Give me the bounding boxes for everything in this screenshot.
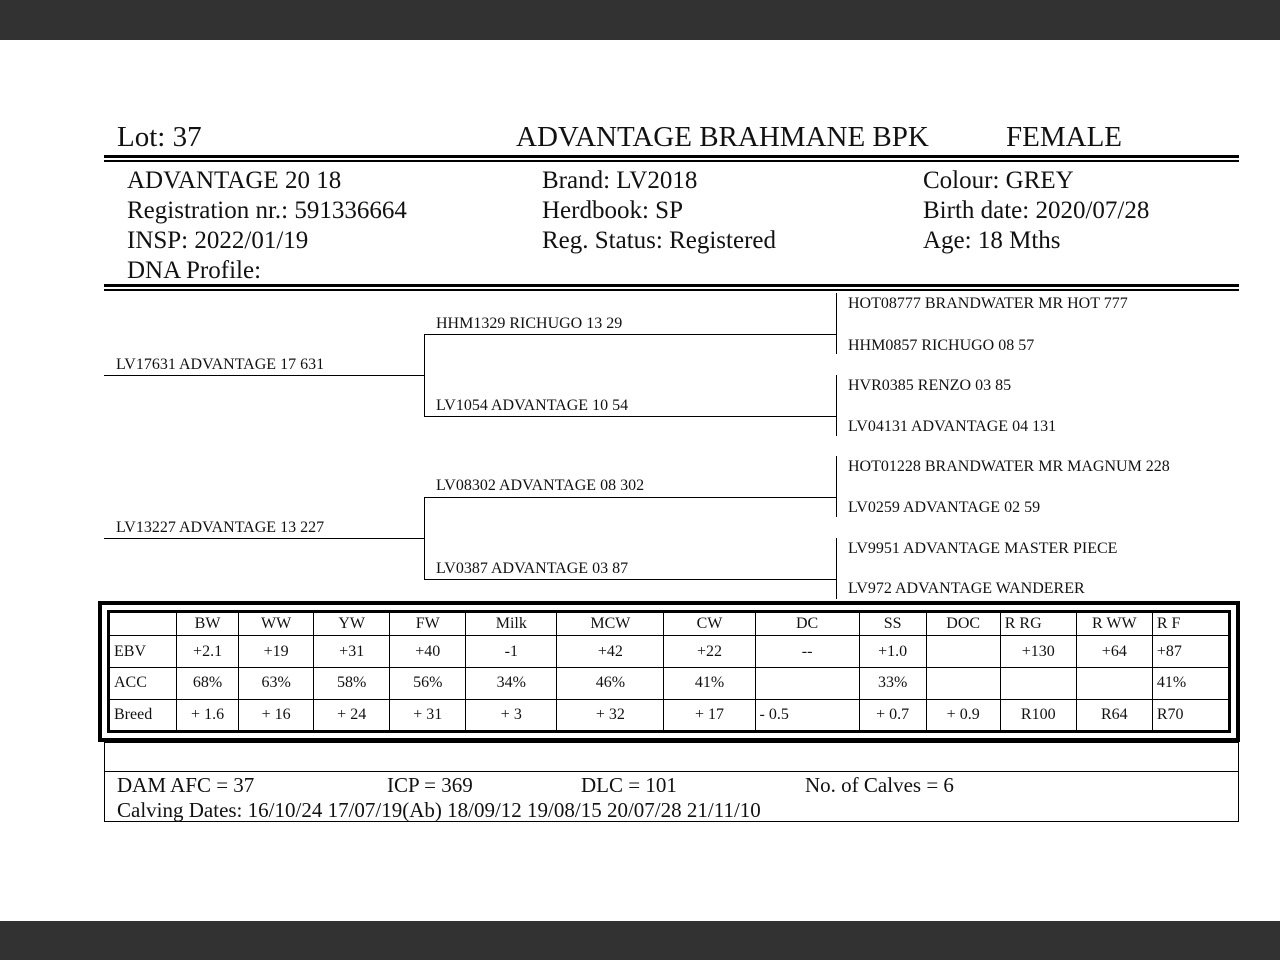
- pedigree-line: [424, 497, 425, 579]
- dam-info-box: [104, 742, 1239, 822]
- calving-dates: Calving Dates: 16/10/24 17/07/19(Ab) 18/09/12 19/08/15 20/07/28 21/11/10: [117, 798, 761, 822]
- breed-cell: R64: [1076, 699, 1152, 730]
- pedigree-line: [424, 579, 836, 580]
- ebv-cell: +1.0: [859, 635, 926, 667]
- info-rule-bottom: [104, 289, 1239, 291]
- breed-cell: R70: [1152, 699, 1228, 730]
- ebv-header-cell: MCW: [557, 613, 664, 636]
- ebv-header-cell: SS: [859, 613, 926, 636]
- info-col1: [127, 166, 407, 286]
- pedigree-gen3: LV9951 ADVANTAGE MASTER PIECE: [848, 540, 1118, 557]
- animal-name: ADVANTAGE 20 18: [127, 167, 342, 194]
- info-col2: [542, 166, 776, 256]
- birth-date: Birth date: 2020/07/28: [923, 197, 1150, 224]
- ebv-header-cell: R WW: [1076, 613, 1152, 636]
- acc-cell: 41%: [664, 668, 755, 699]
- ebv-row-label: EBV: [110, 635, 177, 667]
- ebv-header-cell: DC: [755, 613, 859, 636]
- pedigree-line: [424, 416, 836, 417]
- acc-row: [110, 668, 1229, 699]
- bottom-bar: [0, 921, 1280, 960]
- dna-profile: DNA Profile:: [127, 257, 262, 284]
- acc-cell: 46%: [557, 668, 664, 699]
- breed-cell: + 3: [466, 699, 557, 730]
- breed-title: ADVANTAGE BRAHMANE BPK: [516, 121, 929, 153]
- ebv-cell: -1: [466, 635, 557, 667]
- ebv-header-cell: R F: [1152, 613, 1228, 636]
- ebv-cell: +42: [557, 635, 664, 667]
- acc-cell: 34%: [466, 668, 557, 699]
- dam-icp: ICP = 369: [387, 773, 473, 797]
- breed-cell: + 31: [390, 699, 466, 730]
- lot-number: Lot: 37: [117, 121, 202, 153]
- ebv-cell: +22: [664, 635, 755, 667]
- dam-dlc: DLC = 101: [581, 773, 677, 797]
- pedigree-gen3: HHM0857 RICHUGO 08 57: [848, 337, 1035, 354]
- pedigree-line: [836, 538, 837, 599]
- breed-cell: + 17: [664, 699, 755, 730]
- pedigree-line: [836, 456, 837, 517]
- breed-cell: + 16: [239, 699, 314, 730]
- pedigree-line: [836, 375, 837, 436]
- ebv-table-inner: [107, 610, 1231, 733]
- ebv-header-cell: WW: [239, 613, 314, 636]
- acc-cell: 63%: [239, 668, 314, 699]
- acc-cell: [926, 668, 1000, 699]
- acc-cell: 56%: [390, 668, 466, 699]
- acc-cell: 41%: [1152, 668, 1228, 699]
- acc-cell: [1076, 668, 1152, 699]
- breed-cell: + 0.7: [859, 699, 926, 730]
- acc-cell: [755, 668, 859, 699]
- ebv-header-cell: BW: [177, 613, 239, 636]
- pedigree-dam: LV13227 ADVANTAGE 13 227: [116, 519, 325, 536]
- pedigree-line: [836, 293, 837, 354]
- ebv-cell: +87: [1152, 635, 1228, 667]
- breed-row-label: Breed: [110, 699, 177, 730]
- header-rule-top: [104, 155, 1239, 158]
- pedigree-line: [424, 334, 425, 416]
- ebv-header-cell: DOC: [926, 613, 1000, 636]
- pedigree-gen3: HOT01228 BRANDWATER MR MAGNUM 228: [848, 458, 1170, 475]
- ebv-header-cell: Milk: [466, 613, 557, 636]
- pedigree-gen3: LV972 ADVANTAGE WANDERER: [848, 580, 1085, 597]
- pedigree-sire-sire: HHM1329 RICHUGO 13 29: [436, 315, 623, 332]
- dam-calves: No. of Calves = 6: [805, 773, 954, 797]
- ebv-row: [110, 635, 1229, 667]
- ebv-cell: +64: [1076, 635, 1152, 667]
- acc-cell: 33%: [859, 668, 926, 699]
- ebv-header-row: [110, 613, 1229, 636]
- ebv-header-cell: CW: [664, 613, 755, 636]
- breed-cell: + 24: [314, 699, 390, 730]
- age: Age: 18 Mths: [923, 227, 1061, 254]
- ebv-header-cell: [110, 613, 177, 636]
- top-bar: [0, 0, 1280, 40]
- breed-cell: + 1.6: [177, 699, 239, 730]
- registration-number: Registration nr.: 591336664: [127, 197, 407, 224]
- colour: Colour: GREY: [923, 167, 1074, 194]
- ebv-cell: +19: [239, 635, 314, 667]
- ebv-cell: [926, 635, 1000, 667]
- acc-cell: [1000, 668, 1076, 699]
- pedigree-dam-dam: LV0387 ADVANTAGE 03 87: [436, 560, 629, 577]
- breed-cell: - 0.5: [755, 699, 859, 730]
- dam-afc: DAM AFC = 37: [117, 773, 255, 797]
- breed-cell: + 0.9: [926, 699, 1000, 730]
- herdbook: Herdbook: SP: [542, 197, 683, 224]
- ebv-cell: +40: [390, 635, 466, 667]
- info-rule-top: [104, 284, 1239, 287]
- breed-cell: R100: [1000, 699, 1076, 730]
- dam-info-separator: [105, 771, 1238, 772]
- pedigree-gen3: HOT08777 BRANDWATER MR HOT 777: [848, 295, 1128, 312]
- pedigree-gen3: LV0259 ADVANTAGE 02 59: [848, 499, 1041, 516]
- ebv-cell: +130: [1000, 635, 1076, 667]
- sex-label: FEMALE: [1006, 121, 1122, 153]
- pedigree-line: [424, 497, 836, 498]
- pedigree-dam-sire: LV08302 ADVANTAGE 08 302: [436, 477, 645, 494]
- breed-row: [110, 699, 1229, 730]
- pedigree-gen3: HVR0385 RENZO 03 85: [848, 377, 1012, 394]
- ebv-table: [109, 612, 1229, 731]
- breed-cell: + 32: [557, 699, 664, 730]
- brand: Brand: LV2018: [542, 167, 698, 194]
- ebv-header-cell: R RG: [1000, 613, 1076, 636]
- ebv-cell: +2.1: [177, 635, 239, 667]
- pedigree-sire-dam: LV1054 ADVANTAGE 10 54: [436, 397, 629, 414]
- info-col3: [923, 166, 1149, 256]
- acc-cell: 68%: [177, 668, 239, 699]
- pedigree-line: [104, 375, 424, 376]
- insp-date: INSP: 2022/01/19: [127, 227, 309, 254]
- pedigree-line: [104, 538, 424, 539]
- ebv-cell: --: [755, 635, 859, 667]
- ebv-table-frame: [98, 601, 1240, 742]
- pedigree-line: [424, 334, 836, 335]
- pedigree-gen3: LV04131 ADVANTAGE 04 131: [848, 418, 1057, 435]
- pedigree-sire: LV17631 ADVANTAGE 17 631: [116, 356, 325, 373]
- ebv-header-cell: YW: [314, 613, 390, 636]
- header-rule-bottom: [104, 160, 1239, 162]
- reg-status: Reg. Status: Registered: [542, 227, 776, 254]
- ebv-cell: +31: [314, 635, 390, 667]
- acc-row-label: ACC: [110, 668, 177, 699]
- acc-cell: 58%: [314, 668, 390, 699]
- ebv-header-cell: FW: [390, 613, 466, 636]
